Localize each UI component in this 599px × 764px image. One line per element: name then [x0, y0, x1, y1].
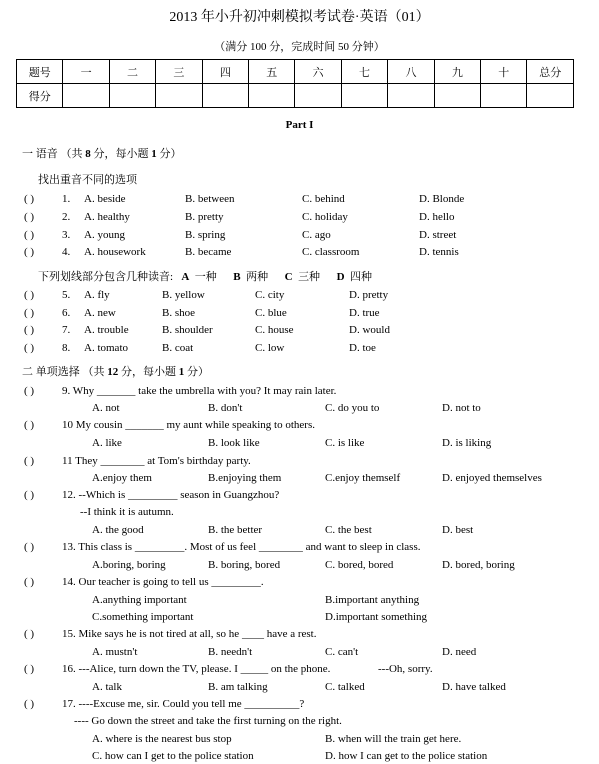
question-number: 3. [62, 229, 71, 241]
option-d: D. true [349, 307, 380, 319]
choice-text: 一种 [194, 271, 217, 283]
option-d: D.important something [325, 611, 428, 623]
choice-text: 两种 [246, 271, 269, 283]
option-a: A.anything important [92, 594, 187, 606]
score-cell: 四 [202, 60, 248, 84]
choice-text: 四种 [350, 271, 373, 283]
instruction-text: 下列划线部分包含几种读音: [38, 271, 174, 283]
question-stem: 13. This class is _________. Most of us feel ________ and want to sleep in class. [62, 541, 421, 553]
score-table-score-row [17, 84, 574, 108]
option-d: D. hello [419, 211, 455, 223]
option-c: C. classroom [302, 246, 360, 258]
option-b: B. became [185, 246, 232, 258]
option-c: C. ago [302, 229, 331, 241]
option-a: A. tomato [84, 342, 128, 354]
answer-blank[interactable]: ( ) [24, 489, 35, 501]
option-c: C. house [255, 324, 294, 336]
option-b: B.enjoying them [208, 472, 282, 484]
option-d: D. enjoyed themselves [442, 472, 542, 484]
answer-blank[interactable]: ( ) [24, 324, 35, 336]
answer-blank[interactable]: ( ) [24, 289, 35, 301]
option-a: A. trouble [84, 324, 129, 336]
option-c: C.enjoy themself [325, 472, 401, 484]
option-a: A. new [84, 307, 116, 319]
question-number: 2. [62, 211, 71, 223]
choice-text: 三种 [298, 271, 321, 283]
heading-text: 分） [156, 148, 182, 160]
heading-text: 一 语音 （共 [22, 148, 86, 160]
score-input-cell[interactable] [202, 84, 248, 108]
question-number: 1. [62, 193, 71, 205]
score-input-cell[interactable] [434, 84, 480, 108]
question-stem: 12. --Which is _________ season in Guangzhou? [62, 489, 280, 501]
option-d: D. pretty [349, 289, 389, 301]
option-a: A. like [92, 437, 122, 449]
score-cell: 五 [249, 60, 295, 84]
answer-blank[interactable]: ( ) [24, 342, 35, 354]
option-d: D. not to [442, 402, 481, 414]
option-d: D. Blonde [419, 193, 465, 205]
answer-blank[interactable]: ( ) [24, 193, 35, 205]
option-a: A. housework [84, 246, 146, 258]
option-b: B. the better [208, 524, 263, 536]
option-b: B. boring, bored [208, 559, 281, 571]
question-number: 8. [62, 342, 71, 354]
question-number: 7. [62, 324, 71, 336]
option-c: C. behind [302, 193, 345, 205]
score-cell: 二 [109, 60, 155, 84]
page-subtitle: （满分 100 分，完成时间 50 分钟） [214, 41, 385, 53]
question-stem: 9. Why _______ take the umbrella with you? It may rain later. [62, 385, 337, 397]
option-c: C. holiday [302, 211, 348, 223]
heading-text: 分） [184, 366, 209, 378]
part-heading: Part I [285, 119, 314, 131]
option-a: A. young [84, 229, 125, 241]
question-number: 5. [62, 289, 71, 301]
score-input-cell[interactable] [527, 84, 574, 108]
option-a: A.boring, boring [92, 559, 166, 571]
option-d: D. have talked [442, 681, 506, 693]
option-d: D. is liking [442, 437, 492, 449]
question-stem: 17. ----Excuse me, sir. Could you tell me __________? [62, 698, 305, 710]
option-d: D. tennis [419, 246, 459, 258]
heading-each: 1 [178, 366, 185, 378]
score-input-cell[interactable] [341, 84, 387, 108]
option-a: A.enjoy them [92, 472, 152, 484]
option-d: D. how I can get to the police station [325, 750, 488, 762]
option-c: C. low [255, 342, 285, 354]
choice-letter: A [181, 271, 190, 283]
question-stem: 11 They ________ at Tom's birthday party. [62, 455, 251, 467]
question-stem: 10 My cousin _______ my aunt while speaking to others. [62, 419, 315, 431]
score-input-cell[interactable] [388, 84, 434, 108]
score-cell: 一 [63, 60, 109, 84]
answer-blank[interactable]: ( ) [24, 307, 35, 319]
option-a: A. mustn't [92, 646, 138, 658]
answer-blank[interactable]: ( ) [24, 455, 35, 467]
score-table [16, 59, 574, 108]
score-cell: 十 [481, 60, 527, 84]
score-row-label: 得分 [17, 84, 63, 108]
score-table-header-row [17, 60, 574, 84]
question-number: 6. [62, 307, 71, 319]
score-cell: 题号 [17, 60, 63, 84]
option-c: C.something important [92, 611, 194, 623]
question-stem: 14. Our teacher is going to tell us _________. [62, 576, 264, 588]
option-a: A. fly [84, 289, 110, 301]
option-c: C. can't [325, 646, 359, 658]
choice-letter: D [336, 271, 345, 283]
answer-blank[interactable]: ( ) [24, 211, 35, 223]
option-c: C. blue [255, 307, 287, 319]
answer-blank[interactable]: ( ) [24, 419, 35, 431]
option-d: D. need [442, 646, 477, 658]
answer-blank[interactable]: ( ) [24, 246, 35, 258]
answer-blank[interactable]: ( ) [24, 541, 35, 553]
page-title: 2013 年小升初冲刺模拟考试卷·英语（01） [169, 10, 430, 25]
heading-text: 分，每小题 [118, 366, 179, 378]
option-b: B. shoe [162, 307, 195, 319]
question-stem: 15. Mike says he is not tired at all, so he ____ have a rest. [62, 628, 317, 640]
option-b: B. between [185, 193, 235, 205]
score-cell: 总分 [527, 60, 574, 84]
option-b: B. coat [162, 342, 194, 354]
score-input-cell[interactable] [63, 84, 109, 108]
option-a: A. healthy [84, 211, 130, 223]
answer-blank[interactable]: ( ) [24, 663, 35, 675]
score-input-cell[interactable] [481, 84, 527, 108]
heading-points: 12 [107, 366, 119, 378]
score-input-cell[interactable] [109, 84, 155, 108]
option-b: B. am talking [208, 681, 268, 693]
section1-heading [22, 145, 182, 161]
option-a: A. where is the nearest bus stop [92, 733, 232, 745]
choice-letter: B [233, 271, 241, 283]
question-stem-response: ---- Go down the street and take the first turning on the right. [74, 715, 342, 727]
question-number: 4. [62, 246, 71, 258]
question-stem-response: --I think it is autumn. [80, 506, 174, 518]
section1-instruction: 找出重音不同的选项 [38, 174, 137, 186]
option-c: C. do you to [325, 402, 380, 414]
answer-blank[interactable]: ( ) [24, 576, 35, 588]
option-c: C. how can I get to the police station [92, 750, 254, 762]
score-input-cell[interactable] [156, 84, 202, 108]
answer-blank[interactable]: ( ) [24, 698, 35, 710]
option-a: A. the good [92, 524, 144, 536]
option-d: D. would [349, 324, 390, 336]
option-d: D. street [419, 229, 457, 241]
option-d: D. toe [349, 342, 376, 354]
section2-heading [22, 363, 209, 379]
score-cell: 七 [341, 60, 387, 84]
choice-letter: C [284, 271, 293, 283]
option-b: B. pretty [185, 211, 224, 223]
option-b: B. yellow [162, 289, 205, 301]
option-b: B.important anything [325, 594, 420, 606]
score-cell: 九 [434, 60, 480, 84]
option-b: B. when will the train get here. [325, 733, 462, 745]
heading-each: 1 [151, 148, 157, 160]
question-stem: 16. ---Alice, turn down the TV, please. I _____ on the phone. [62, 663, 331, 675]
option-c: C. the best [325, 524, 372, 536]
option-b: B. look like [208, 437, 260, 449]
option-b: B. don't [208, 402, 243, 414]
option-b: B. shoulder [162, 324, 213, 336]
heading-text: 二 单项选择 （共 [22, 366, 108, 378]
question-stem-tail: ---Oh, sorry. [378, 663, 433, 675]
option-c: C. city [255, 289, 285, 301]
answer-blank[interactable]: ( ) [24, 229, 35, 241]
heading-text: 分，每小题 [90, 148, 152, 160]
heading-points: 8 [85, 148, 91, 160]
option-c: C. talked [325, 681, 365, 693]
option-d: D. bored, boring [442, 559, 515, 571]
answer-blank[interactable]: ( ) [24, 385, 35, 397]
option-d: D. best [442, 524, 474, 536]
score-cell: 八 [388, 60, 434, 84]
section1-instruction2 [38, 268, 372, 284]
option-a: A. not [92, 402, 120, 414]
answer-blank[interactable]: ( ) [24, 628, 35, 640]
score-input-cell[interactable] [249, 84, 295, 108]
option-a: A. beside [84, 193, 126, 205]
option-b: B. spring [185, 229, 226, 241]
score-input-cell[interactable] [295, 84, 341, 108]
option-c: C. bored, bored [325, 559, 394, 571]
score-cell: 三 [156, 60, 202, 84]
option-a: A. talk [92, 681, 122, 693]
score-cell: 六 [295, 60, 341, 84]
option-b: B. needn't [208, 646, 253, 658]
option-c: C. is like [325, 437, 365, 449]
